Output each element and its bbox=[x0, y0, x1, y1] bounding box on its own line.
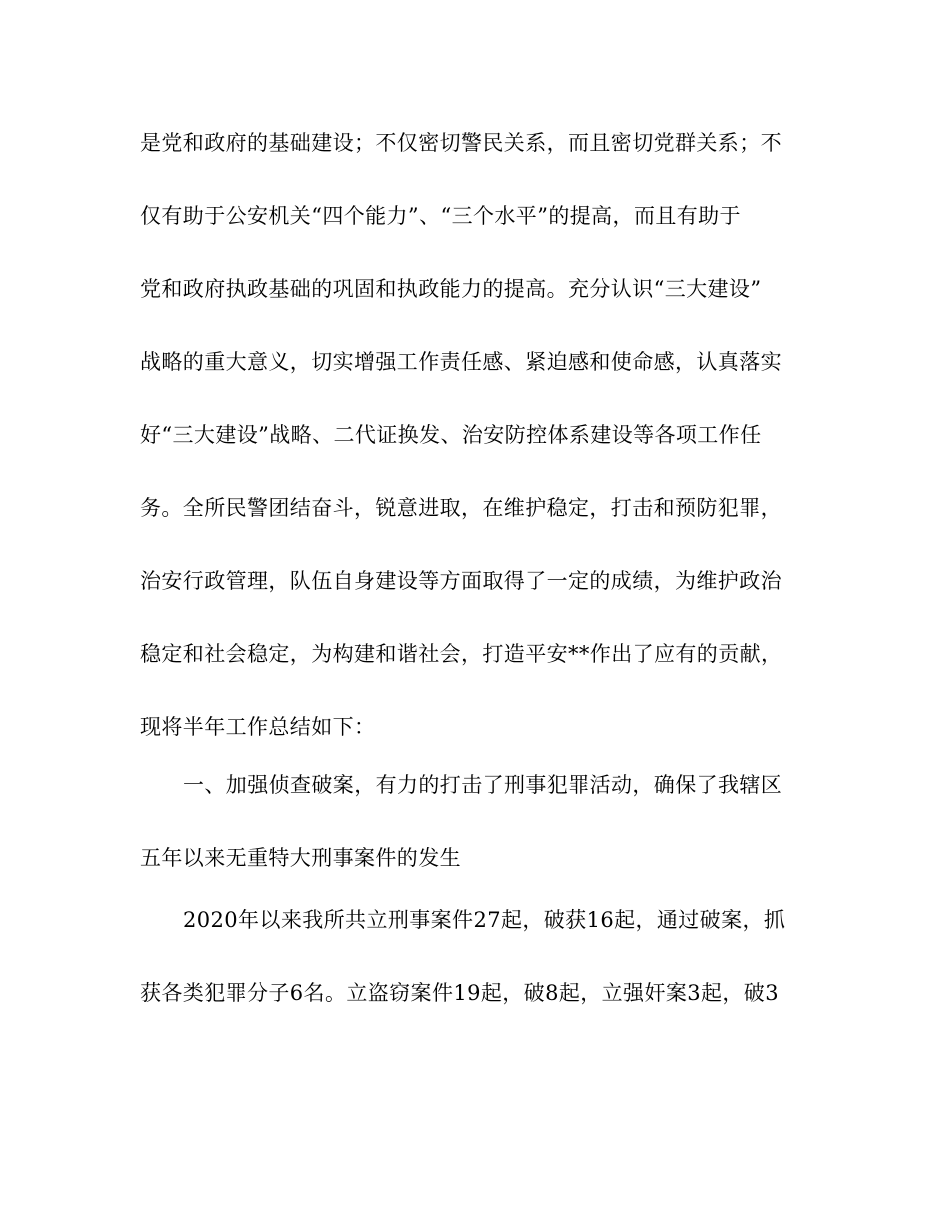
paragraph-line: 是党和政府的基础建设；不仅密切警民关系，而且密切党群关系；不 bbox=[140, 131, 782, 155]
section-heading-line: 一、加强侦查破案，有力的打击了刑事犯罪活动，确保了我辖区 bbox=[183, 773, 783, 797]
paragraph-line: 战略的重大意义，切实增强工作责任感、紧迫感和使命感，认真落实 bbox=[140, 350, 782, 374]
paragraph-line: 仅有助于公安机关“四个能力”、“三个水平”的提高，而且有助于 bbox=[140, 204, 741, 228]
paragraph-line: 现将半年工作总结如下： bbox=[140, 715, 376, 739]
paragraph-line: 好“三大建设”战略、二代证换发、治安防控体系建设等各项工作任 bbox=[140, 423, 762, 447]
paragraph-line: 治安行政管理，队伍自身建设等方面取得了一定的成绩，为维护政治 bbox=[140, 569, 782, 593]
paragraph-line: 获各类犯罪分子6名。立盗窃案件19起，破8起，立强奸案3起，破3 bbox=[140, 981, 779, 1005]
paragraph-line: 务。全所民警团结奋斗，锐意进取，在维护稳定，打击和预防犯罪， bbox=[140, 496, 782, 520]
paragraph-line: 党和政府执政基础的巩固和执政能力的提高。充分认识“三大建设” bbox=[140, 277, 762, 301]
section-heading-line: 五年以来无重特大刑事案件的发生 bbox=[140, 846, 461, 870]
paragraph-line: 2020年以来我所共立刑事案件27起，破获16起，通过破案，抓 bbox=[183, 908, 786, 932]
paragraph-line: 稳定和社会稳定，为构建和谐社会，打造平安**作出了应有的贡献， bbox=[140, 642, 783, 666]
